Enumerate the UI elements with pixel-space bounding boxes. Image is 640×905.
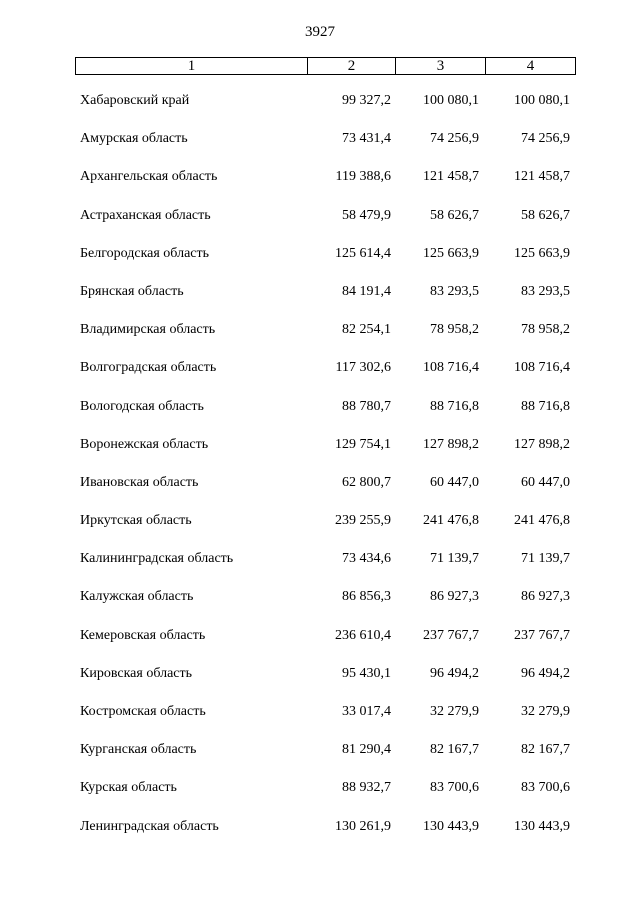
value-col-2: 125 614,4 (335, 245, 391, 261)
value-col-2: 236 610,4 (335, 627, 391, 643)
region-name: Ивановская область (80, 474, 199, 490)
value-col-4: 88 716,8 (521, 398, 570, 414)
value-col-4: 108 716,4 (514, 360, 570, 376)
region-name: Волгоградская область (80, 360, 217, 376)
table-row (75, 435, 574, 473)
value-col-4: 83 700,6 (521, 780, 570, 796)
value-col-4: 130 443,9 (514, 818, 570, 834)
value-col-4: 83 293,5 (521, 283, 570, 299)
region-name: Воронежская область (80, 436, 209, 452)
value-col-2: 119 388,6 (335, 169, 391, 185)
value-col-2: 73 431,4 (342, 131, 391, 147)
value-col-3: 83 700,6 (430, 780, 479, 796)
value-col-3: 127 898,2 (423, 436, 479, 452)
value-col-3: 100 080,1 (423, 93, 479, 108)
column-header-4: 4 (485, 58, 575, 74)
table-row (75, 740, 574, 778)
value-col-2: 62 800,7 (342, 474, 391, 490)
value-col-3: 130 443,9 (423, 818, 479, 834)
value-col-3: 78 958,2 (430, 322, 479, 338)
table-row (75, 778, 574, 816)
value-col-3: 121 458,7 (423, 169, 479, 185)
table-body (75, 91, 574, 855)
table-row (75, 587, 574, 625)
table-row (75, 511, 574, 549)
region-name: Вологодская область (80, 398, 204, 414)
value-col-2: 58 479,9 (342, 207, 391, 223)
value-col-2: 129 754,1 (335, 436, 391, 452)
value-col-3: 82 167,7 (430, 742, 479, 758)
region-name: Архангельская область (80, 169, 218, 185)
value-col-4: 71 139,7 (521, 551, 570, 567)
table-row (75, 626, 574, 664)
value-col-2: 95 430,1 (342, 665, 391, 681)
value-col-2: 88 932,7 (342, 780, 391, 796)
value-col-2: 81 290,4 (342, 742, 391, 758)
table-row (75, 244, 574, 282)
table-row (75, 817, 574, 855)
value-col-3: 96 494,2 (430, 665, 479, 681)
region-name: Белгородская область (80, 245, 210, 261)
value-col-4: 58 626,7 (521, 207, 570, 223)
value-col-2: 99 327,2 (342, 93, 391, 108)
page-number: 3927 (305, 24, 335, 40)
table-row (75, 282, 574, 320)
table-row (75, 129, 574, 167)
value-col-2: 73 434,6 (342, 551, 391, 567)
value-col-4: 127 898,2 (514, 436, 570, 452)
value-col-2: 33 017,4 (342, 704, 391, 719)
value-col-4: 241 476,8 (514, 513, 570, 529)
region-name: Владимирская область (80, 322, 216, 338)
region-name: Костромская область (80, 704, 206, 719)
value-col-4: 237 767,7 (514, 627, 570, 643)
column-header-2: 2 (307, 58, 395, 74)
value-col-3: 241 476,8 (423, 513, 479, 529)
value-col-4: 125 663,9 (514, 245, 570, 261)
region-name: Амурская область (80, 131, 188, 147)
table-row (75, 358, 574, 396)
value-col-3: 88 716,8 (430, 398, 479, 414)
region-name: Калужская область (80, 589, 194, 605)
table-row (75, 206, 574, 244)
value-col-3: 71 139,7 (430, 551, 479, 567)
region-name: Калининградская область (80, 551, 234, 567)
value-col-4: 86 927,3 (521, 589, 570, 605)
table-row (75, 397, 574, 435)
region-name: Кировская область (80, 665, 193, 681)
value-col-4: 121 458,7 (514, 169, 570, 185)
table-row (75, 549, 574, 587)
value-col-3: 86 927,3 (430, 589, 479, 605)
value-col-4: 74 256,9 (521, 131, 570, 147)
value-col-2: 239 255,9 (335, 513, 391, 529)
table-row (75, 320, 574, 358)
region-name: Кемеровская область (80, 627, 206, 643)
region-name: Астраханская область (80, 207, 211, 223)
value-col-2: 84 191,4 (342, 283, 391, 299)
region-name: Хабаровский край (80, 93, 190, 108)
table-row (75, 664, 574, 702)
value-col-3: 58 626,7 (430, 207, 479, 223)
region-name: Брянская область (80, 283, 184, 299)
value-col-2: 130 261,9 (335, 818, 391, 834)
value-col-2: 117 302,6 (335, 360, 391, 376)
value-col-3: 74 256,9 (430, 131, 479, 147)
table-row (75, 91, 574, 129)
region-name: Курская область (80, 780, 177, 796)
value-col-4: 60 447,0 (521, 474, 570, 490)
column-header-3: 3 (395, 58, 485, 74)
value-col-2: 82 254,1 (342, 322, 391, 338)
table-row (75, 702, 574, 740)
value-col-3: 83 293,5 (430, 283, 479, 299)
value-col-3: 125 663,9 (423, 245, 479, 261)
value-col-3: 60 447,0 (430, 474, 479, 490)
value-col-2: 86 856,3 (342, 589, 391, 605)
value-col-4: 32 279,9 (521, 704, 570, 719)
value-col-3: 108 716,4 (423, 360, 479, 376)
value-col-4: 78 958,2 (521, 322, 570, 338)
table-row (75, 167, 574, 205)
value-col-4: 82 167,7 (521, 742, 570, 758)
value-col-3: 32 279,9 (430, 704, 479, 719)
value-col-4: 96 494,2 (521, 665, 570, 681)
table-row (75, 473, 574, 511)
column-header-1: 1 (187, 58, 196, 74)
region-name: Курганская область (80, 742, 197, 758)
value-col-4: 100 080,1 (514, 93, 570, 108)
region-name: Ленинградская область (80, 818, 219, 834)
value-col-2: 88 780,7 (342, 398, 391, 414)
table-header (75, 57, 576, 75)
value-col-3: 237 767,7 (423, 627, 479, 643)
region-name: Иркутская область (80, 513, 192, 529)
